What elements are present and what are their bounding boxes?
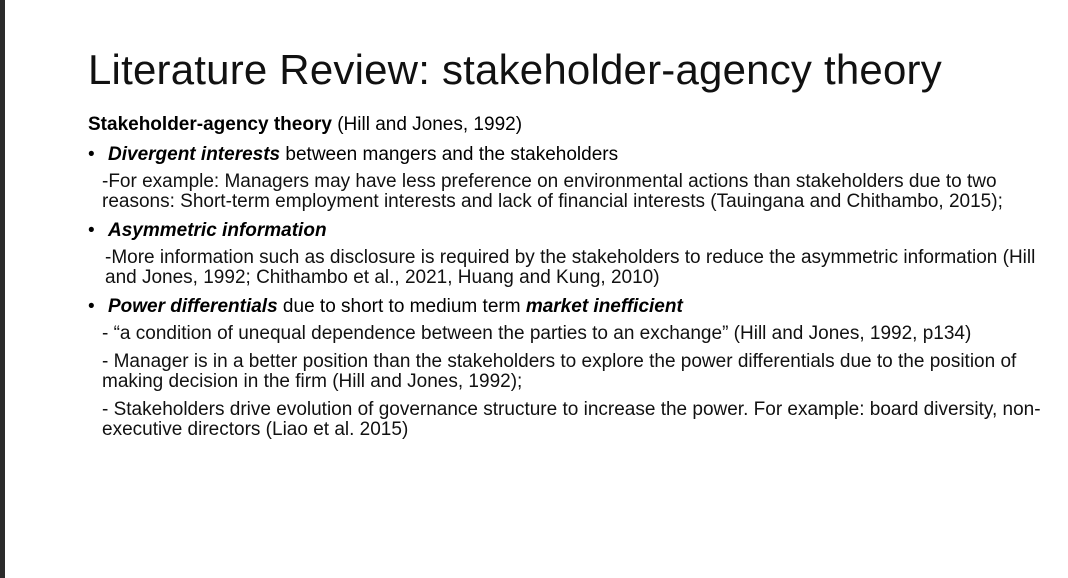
bullet-divergent-interests	[88, 144, 1048, 166]
bullet-text: due to short to medium term	[277, 296, 526, 318]
bullet-emphasis: Divergent interests	[108, 144, 281, 166]
bullet-asymmetric-information	[88, 220, 1048, 242]
bullet-dot: •	[88, 220, 95, 242]
bullet-dot: •	[88, 296, 95, 318]
bullet-emphasis-2: market inefficient	[525, 296, 683, 318]
sub-point: -More information such as disclosure is required by the stakeholders to reduce the asymmetric information (Hill and Jones, 1992; Chithambo et al., 2021, Huang and Kung, 2010)	[105, 247, 1036, 289]
heading-bold: Stakeholder-agency theory	[88, 114, 332, 136]
heading-citation: (Hill and Jones, 1992)	[331, 114, 523, 136]
sub-point: - Manager is in a better position than the stakeholders to explore the power differentials due to the position of making decision in the firm (Hill and Jones, 1992);	[102, 351, 1017, 393]
slide-content	[88, 48, 1048, 448]
slide-title: Literature Review: stakeholder-agency theory	[88, 46, 942, 93]
section-heading	[88, 114, 1048, 136]
sub-point: - “a condition of unequal dependence between the parties to an exchange” (Hill and Jones, 1992, p134)	[102, 323, 972, 345]
bullet-emphasis: Power differentials	[108, 296, 278, 318]
sub-point: -For example: Managers may have less preference on environmental actions than stakeholders due to two reasons: Short-term employment interests and lack of financial interests (Tauingana and Chithambo, 2015);	[102, 171, 1003, 213]
window-left-edge	[0, 0, 5, 578]
sub-point: - Stakeholders drive evolution of governance structure to increase the power. For example: board diversity, non-executive directors (Liao et al. 2015)	[102, 399, 1041, 441]
bullet-emphasis: Asymmetric information	[108, 220, 327, 242]
bullet-text: between mangers and the stakeholders	[280, 144, 619, 166]
bullet-power-differentials	[88, 296, 1048, 318]
bullet-dot: •	[88, 144, 95, 166]
